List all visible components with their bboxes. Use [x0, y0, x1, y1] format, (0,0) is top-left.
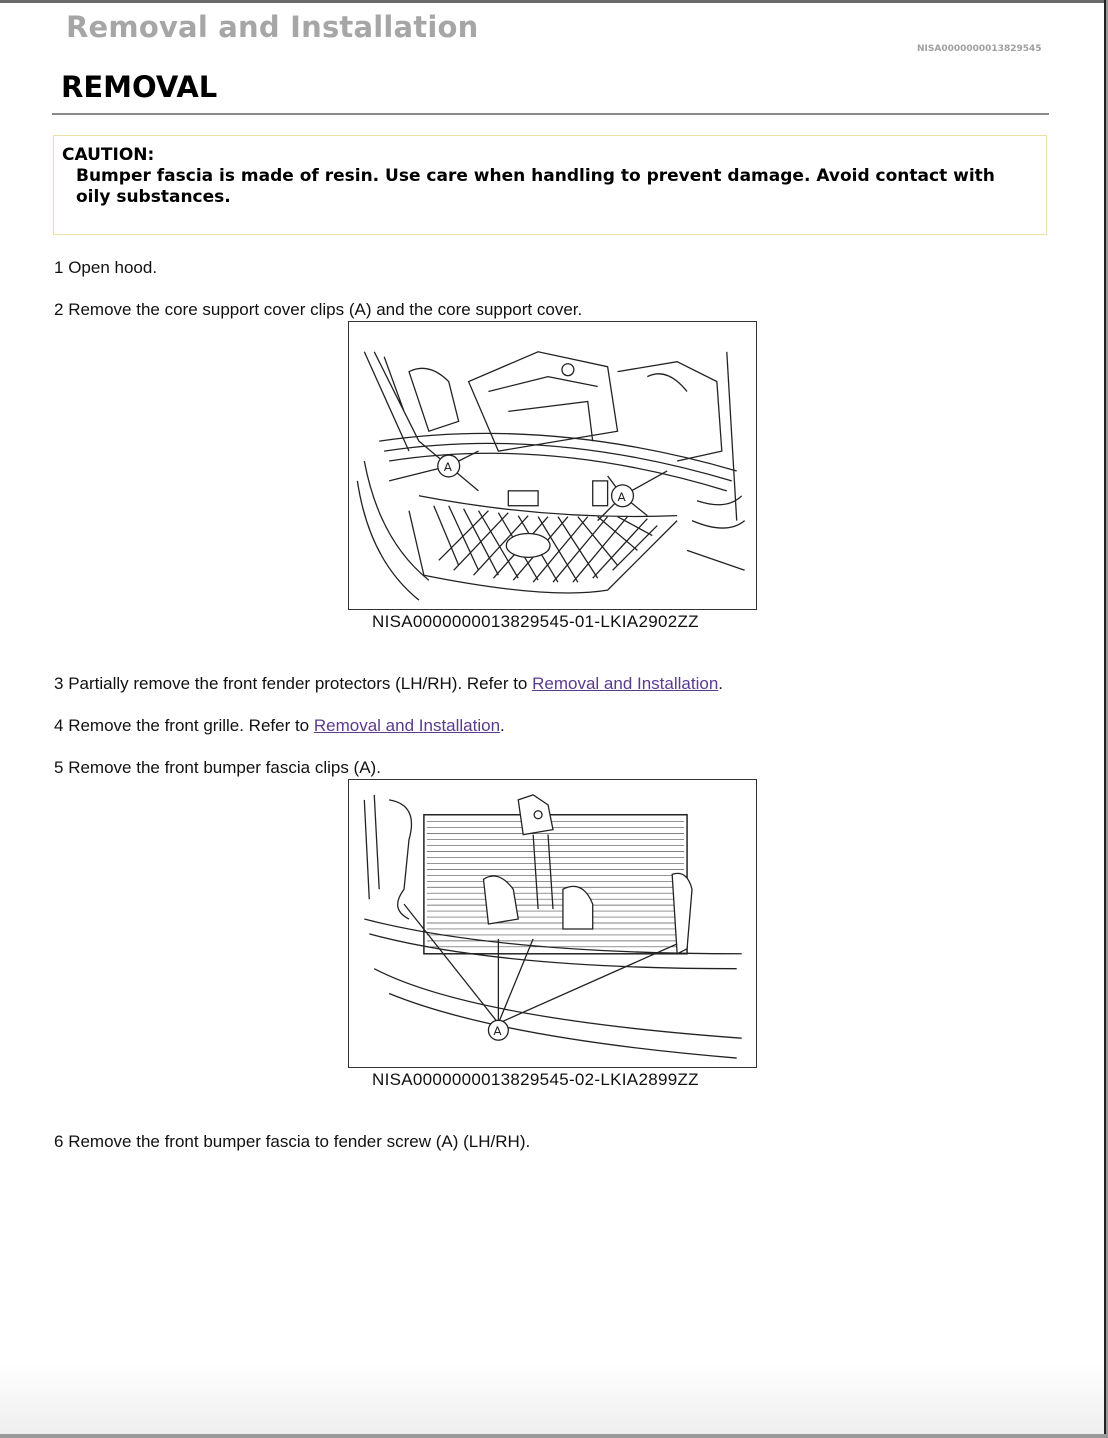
document-title: Removal and Installation: [66, 10, 479, 44]
removal-installation-link[interactable]: Removal and Installation: [532, 674, 719, 693]
step-3: [54, 674, 723, 694]
step-number: 4: [54, 716, 64, 735]
page-bottom-fade: [0, 1364, 1104, 1434]
step-number: 3: [54, 674, 64, 693]
window-top-border: [0, 0, 1108, 3]
step-number: 2: [54, 300, 64, 319]
step-4: [54, 716, 505, 736]
step-text: Remove the front bumper fascia to fender screw (A) (LH/RH).: [68, 1132, 531, 1151]
step-5: [54, 758, 381, 778]
step-number: 5: [54, 758, 64, 777]
step-text: Remove the front grille. Refer to: [68, 716, 314, 735]
radiator-fins: [427, 822, 684, 947]
step-suffix: .: [500, 716, 505, 735]
figure-caption: NISA0000000013829545-01-LKIA2902ZZ: [372, 612, 699, 631]
figure-caption: NISA0000000013829545-02-LKIA2899ZZ: [372, 1070, 699, 1089]
document-id: NISA0000000013829545: [917, 44, 1042, 54]
figure-bumper-fascia-clips: [348, 779, 757, 1068]
step-2: [54, 300, 582, 320]
removal-installation-link[interactable]: Removal and Installation: [313, 716, 501, 735]
callout-a-label: A: [493, 1024, 502, 1039]
step-text: Remove the core support cover clips (A) and the core support cover.: [68, 300, 583, 319]
section-title: REMOVAL: [61, 70, 218, 104]
step-text: Remove the front bumper fascia clips (A).: [68, 758, 381, 777]
callout-a-label: A: [443, 459, 452, 474]
window-right-border: [1104, 0, 1108, 1438]
caution-box: [53, 135, 1047, 235]
step-number: 1: [54, 258, 64, 277]
step-text: Open hood.: [68, 258, 158, 277]
step-6: [54, 1132, 530, 1152]
window-bottom-border: [0, 1434, 1108, 1438]
step-text: Partially remove the front fender protectors (LH/RH). Refer to: [68, 674, 533, 693]
radiator-illustration: [349, 780, 756, 1067]
step-number: 6: [54, 1132, 64, 1151]
caution-label: CAUTION:: [62, 145, 155, 165]
step-suffix: .: [718, 674, 724, 693]
caution-text: Bumper fascia is made of resin. Use care when handling to prevent damage. Avoid contact with oily substances.: [76, 166, 995, 207]
section-divider: [52, 113, 1049, 115]
figure-core-support-cover: [348, 321, 757, 610]
engine-bay-illustration: [349, 322, 756, 609]
callout-a-label: A: [617, 489, 626, 504]
step-1: [54, 258, 157, 278]
